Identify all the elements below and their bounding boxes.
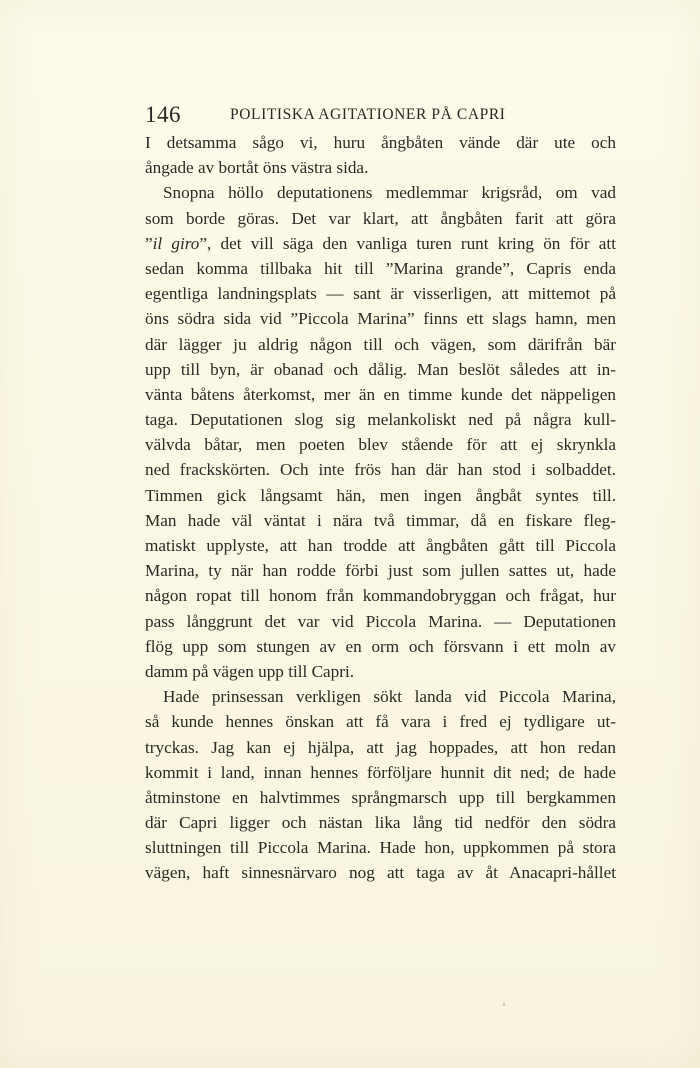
text-line: sluttningen till Piccola Marina. Hade hon, uppkommen på stora xyxy=(145,838,616,858)
text-line: öns södra sida vid ”Piccola Marina” finns ett slags hamn, men xyxy=(145,309,616,329)
text-line: Timmen gick långsamt hän, men ingen ångbåt syntes till. xyxy=(145,485,616,505)
text-line: egentliga landningsplats — sant är visserligen, att mittemot på xyxy=(145,284,616,304)
text-line: taga. Deputationen slog sig melankoliskt ned på några kull- xyxy=(145,410,616,430)
text-line: vänta båtens återkomst, mer än en timme kunde det näppeligen xyxy=(145,384,616,404)
running-title: POLITISKA AGITATIONER PÅ CAPRI xyxy=(230,106,506,123)
text-line: ångade av bortåt öns västra sida. xyxy=(145,158,369,178)
paragraph-2 xyxy=(145,180,616,684)
text-line: där lägger ju aldrig någon till och vägen, som därifrån bär xyxy=(145,334,616,354)
paragraph-3 xyxy=(145,684,616,886)
text-line: där Capri ligger och nästan lika lång tid nedför den södra xyxy=(145,813,616,833)
text-line: åtminstone en halvtimmes språngmarsch upp till bergkammen xyxy=(145,787,616,807)
text-line: Man hade väl väntat i nära två timmar, då en fiskare fleg- xyxy=(145,510,616,530)
page-number: 146 xyxy=(145,102,181,127)
text-line: Marina, ty när han rodde förbi just som jullen sattes ut, hade xyxy=(145,561,616,581)
text-line: Hade prinsessan verkligen sökt landa vid Piccola Marina, xyxy=(163,687,616,707)
text-line: välvda båtar, men poeten blev stående för att ej skrynkla xyxy=(145,435,616,455)
text-line: tryckas. Jag kan ej hjälpa, att jag hoppades, att hon redan xyxy=(145,737,616,757)
page-header xyxy=(145,102,560,128)
text-line: vägen, haft sinnesnärvaro nog att taga av åt Anacapri-hållet xyxy=(145,863,616,883)
text-line: matiskt upplyste, att han trodde att ångbåten gått till Piccola xyxy=(145,536,616,555)
paper-speck xyxy=(503,1003,505,1006)
body-text xyxy=(145,130,616,886)
text-line: så kunde hennes önskan att få vara i fred ej tydligare ut- xyxy=(145,712,616,732)
text-line: damm på vägen upp till Capri. xyxy=(145,661,355,681)
text-line: kommit i land, innan hennes förföljare hunnit dit ned; de hade xyxy=(145,762,616,782)
italic-phrase: il giro xyxy=(152,233,200,253)
paragraph-1 xyxy=(145,130,616,180)
text-line: flög upp som stungen av en orm och försvann i ett moln av xyxy=(145,636,616,656)
text-line: upp till byn, är obanad och dålig. Man beslöt således att in- xyxy=(145,359,616,379)
text-line: ned frackskörten. Och inte frös han där han stod i solbaddet. xyxy=(145,460,616,480)
text-line: någon ropat till honom från kommandobryggan och frågat, hur xyxy=(145,586,616,606)
text-line: I detsamma sågo vi, huru ångbåten vände där ute och xyxy=(145,133,616,152)
text-line: Snopna höllo deputationens medlemmar krigsråd, om vad xyxy=(163,183,616,203)
text-line: pass långgrunt det var vid Piccola Marina. — Deputationen xyxy=(145,611,616,631)
text-line: som borde göras. Det var klart, att ångbåten farit att göra xyxy=(145,208,616,228)
text-line: sedan komma tillbaka hit till ”Marina grande”, Capris enda xyxy=(145,258,616,278)
text-line-italic: ”il giro”, det vill säga den vanliga turen runt kring ön för att xyxy=(145,233,616,253)
